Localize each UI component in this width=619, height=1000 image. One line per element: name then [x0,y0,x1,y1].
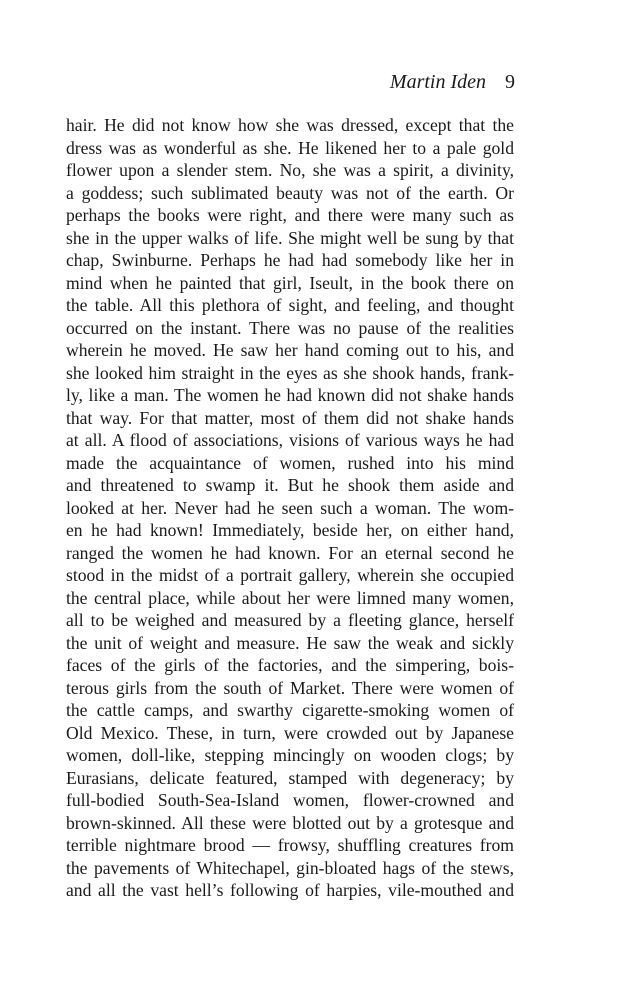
running-title: Martin Iden [389,71,486,93]
text-line: ranged the women he had known. For an eternal second he [66,542,514,563]
text-line: looked at her. Never had he seen such a woman. The wom- [66,497,514,518]
text-line: and all the vast hell’s following of harpies, vile-mouthed and [66,880,514,900]
text-line: stood in the midst of a portrait gallery, wherein she occupied [66,565,514,585]
text-line: a goddess; such sublimated beauty was not of the earth. Or [66,182,514,203]
text-line: flower upon a slender stem. No, she was a spirit, a divinity, [66,160,514,180]
text-line: terrible nightmare brood — frowsy, shuffling creatures from [66,835,514,855]
text-line: faces of the girls of the factories, and the simpering, bois- [66,655,514,675]
text-line: Eurasians, delicate featured, stamped with degeneracy; by [66,767,514,788]
text-line: mind when he painted that girl, Iseult, in the book there on [66,272,514,293]
text-line: she in the upper walks of life. She might well be sung by that [66,227,514,248]
text-line: the unit of weight and measure. He saw the weak and sickly [66,632,514,653]
text-line: made the acquaintance of women, rushed into his mind [66,452,514,473]
text-line: perhaps the books were right, and there were many such as [66,205,514,225]
text-line: at all. A flood of associations, visions of various ways he had [66,430,514,450]
text-line: the cattle camps, and swarthy cigarette-smoking women of [66,700,514,720]
text-line: Old Mexico. These, in turn, were crowded out by Japanese [66,722,514,743]
text-line: ly, like a man. The women he had known did not shake hands [66,385,514,405]
text-line: full-bodied South-Sea-Island women, flower-crowned and [66,790,514,810]
text-line: chap, Swinburne. Perhaps he had had somebody like her in [66,250,514,270]
text-line: brown-skinned. All these were blotted out by a grotesque and [66,812,514,833]
text-line: the central place, while about her were limned many women, [66,587,514,608]
page-number: 9 [505,71,515,93]
text-line: and threatened to swamp it. But he shook them aside and [66,475,514,495]
text-line: occurred on the instant. There was no pause of the realities [66,317,514,338]
text-line: all to be weighed and measured by a fleeting glance, herself [66,610,514,630]
text-line: the pavements of Whitechapel, gin-bloated hags of the stews, [66,857,514,878]
text-line: wherein he moved. He saw her hand coming out to his, and [66,340,514,360]
text-line: that way. For that matter, most of them did not shake hands [66,407,514,428]
text-line: she looked him straight in the eyes as she shook hands, frank- [66,362,514,383]
text-line: terous girls from the south of Market. There were women of [66,677,514,698]
running-head [390,70,515,94]
text-line: en he had known! Immediately, beside her, on either hand, [66,520,514,540]
body-text [66,114,514,902]
text-line: hair. He did not know how she was dressed, except that the [66,115,514,135]
text-line: dress was as wonderful as she. He likened her to a pale gold [66,137,514,158]
text-line: the table. All this plethora of sight, and feeling, and thought [66,295,514,315]
text-line: women, doll-like, stepping mincingly on wooden clogs; by [66,745,514,765]
